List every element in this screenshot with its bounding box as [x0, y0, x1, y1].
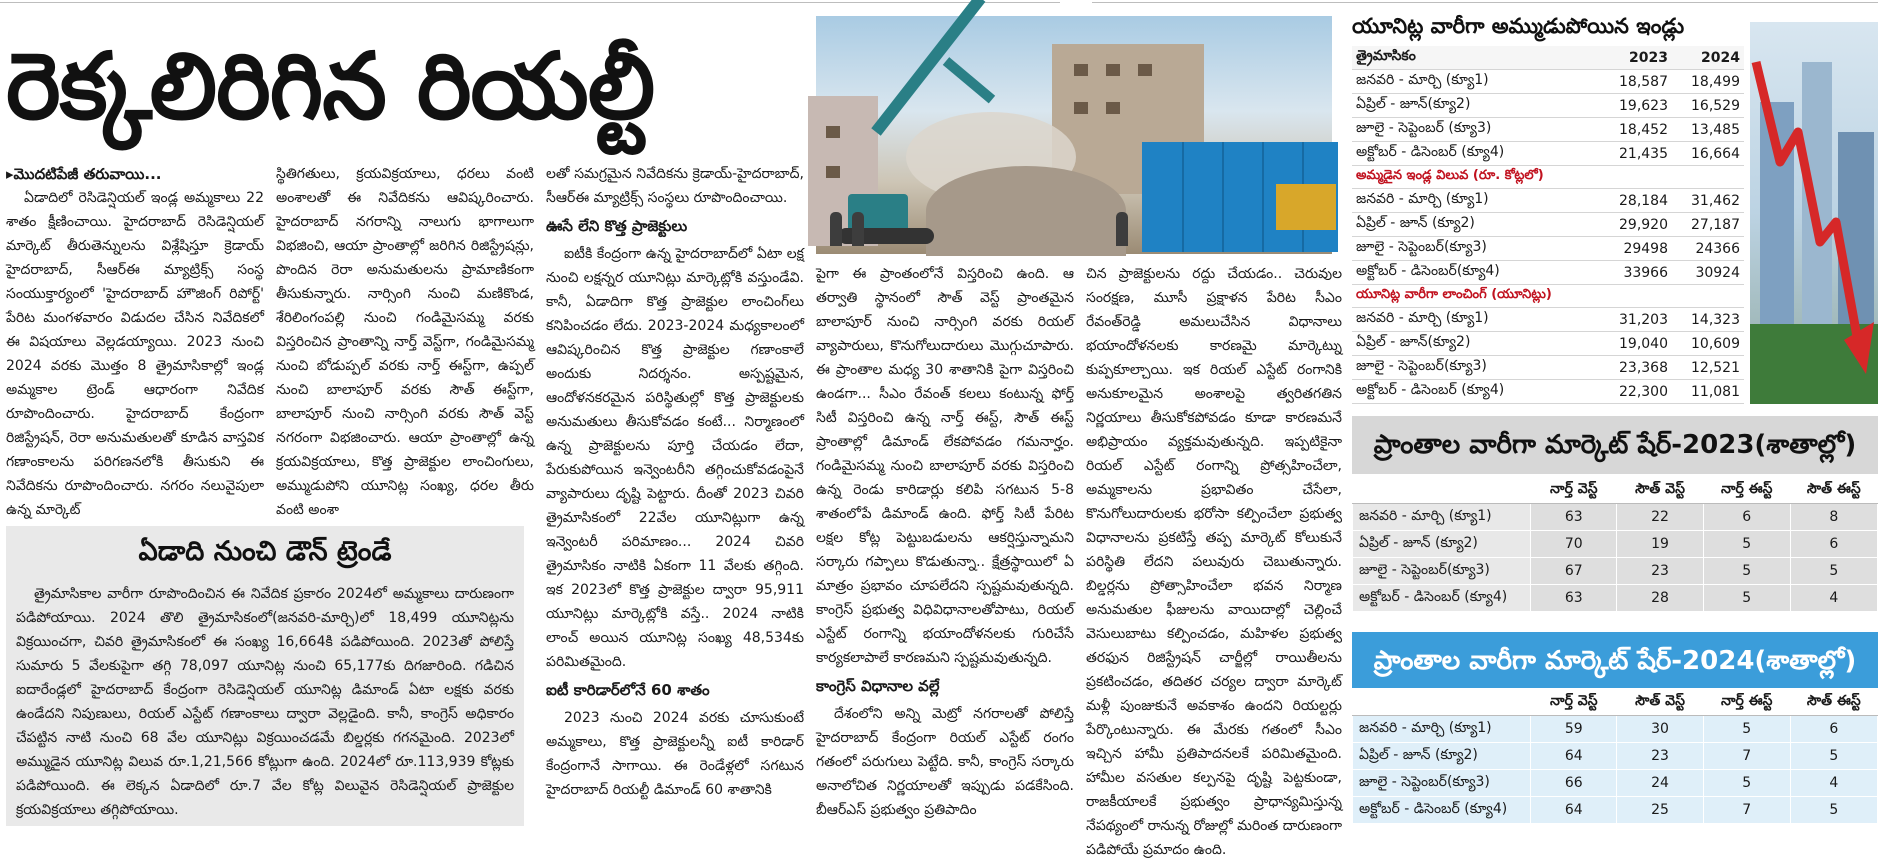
- row-label: అక్టోబర్ - డిసెంబర్ (క్యూ4): [1353, 585, 1531, 612]
- sidebar-box-text: త్రైమాసికాల వారీగా రూపొందించిన ఈ నివేదిక ప్రకారం 2024లో అమ్మకాలు దారుణంగా పడిపోయాయి. 2024 తొలి త్రైమాసికంలో(జనవరి-మార్చి)లో 18,499 యూనిట్లను విక్రయించగా, చివరి త్రైమాసికంలో ఈ సంఖ్య 16,664కి పడిపోయింది. 2023తో పోలిస్తే సుమారు 5 వేలకుపైగా తగ్గి 78,097 యూనిట్ల నుంచి 65,177కు దిగజారింది. గడిచిన ఐదారేండ్లలో హైదరాబాద్ కేంద్రంగా రెసిడెన్షియల్ యూనిట్ల డిమాండ్ ఏటా లక్షకు వరకు ఉండేదని నిపుణులు, రియల్ ఎస్టేట్ గణాంకాలు ద్వారా వెల్లడైంది. కానీ, కాంగ్రెస్ అధికారం చేపట్టిన నాటి నుంచి 68 వేల యూనిట్లు విక్రయించడమే బిల్డర్లకు గగనమైంది. 2023లో అమ్ముడైన యూనిట్ల విలువ రూ.1,21,566 కోట్లుగా ఉంది. 2024లో రూ.113,939 కోట్లకు పడిపోయింది. ఈ లెక్కన ఏడాదిలో రూ.7 వేల కోట్ల విలువైన రెసిడెన్షియల్ ప్రాజెక్టుల క్రయవిక్రయాలు తగ్గిపోయాయి.: [16, 586, 514, 818]
- cell-se: 8: [1790, 504, 1877, 531]
- table-row: [1353, 558, 1878, 585]
- column-3-text-a: లతో సమగ్రమైన నివేదికను క్రెడాయ్-హైదరాబాద్, సీఆర్ఈ మ్యాట్రిక్స్ సంస్థలు రూపొందించాయి.: [546, 166, 804, 206]
- cell-nw: 64: [1531, 743, 1617, 770]
- cell-se: 5: [1790, 797, 1877, 824]
- units-table-header: [1352, 46, 1744, 70]
- row-label: అక్టోబర్ - డిసెంబర్ (క్యూ4): [1353, 797, 1531, 824]
- cell-nw: 70: [1531, 531, 1617, 558]
- article-column-5: [1086, 262, 1342, 858]
- share-2024-header: [1353, 689, 1878, 716]
- cell-sw: 28: [1617, 585, 1703, 612]
- article-column-4: [816, 262, 1074, 834]
- cell-2023: 23,368: [1600, 356, 1672, 380]
- cell-2023: 18,452: [1600, 118, 1672, 142]
- header-north-west: నార్త్ వెస్ట్: [1531, 689, 1617, 716]
- table-row: [1352, 237, 1744, 261]
- cell-se: 4: [1790, 770, 1877, 797]
- subhead-no-new-projects: ఊసే లేని కొత్త ప్రాజెక్టులు: [546, 217, 688, 235]
- cell-2024: 27,187: [1672, 213, 1744, 237]
- sidebar-box-title: ఏడాది నుంచి డౌన్ ట్రెండే: [138, 536, 392, 567]
- cell-2024: 16,529: [1672, 94, 1744, 118]
- share-2023-title: ప్రాంతాల వారీగా మార్కెట్ షేర్-2023(శాతాల్లో): [1352, 416, 1878, 474]
- top-rule: [0, 0, 1878, 6]
- cell-ne: 7: [1703, 743, 1790, 770]
- cell-2023: 31,203: [1600, 308, 1672, 332]
- table-row: [1353, 585, 1878, 612]
- cell-sw: 19: [1617, 531, 1703, 558]
- table-row: [1352, 308, 1744, 332]
- cell-ne: 5: [1703, 531, 1790, 558]
- row-label: జూలై - సెప్టెంబర్(క్యూ3): [1352, 356, 1600, 380]
- row-label: జనవరి - మార్చి (క్యూ1): [1353, 504, 1531, 531]
- table-row: [1352, 94, 1744, 118]
- article-column-2: [276, 162, 534, 522]
- headline: రెక్కలిరిగిన రియల్టీ: [6, 33, 655, 140]
- cell-2023: 28,184: [1600, 189, 1672, 213]
- down-arrow-icon: [1750, 22, 1878, 404]
- column-3-text-c: 2023 నుంచి 2024 వరకు చూసుకుంటే అమ్మకాలు, కొత్త ప్రాజెక్టులన్నీ ఐటీ కారిడార్ కేంద్రంగానే సాగాయి. ఈ రెండేళ్లలో సగటున హైదరాబాద్ రియల్టీ డిమాండ్ 60 శాతానికి: [546, 710, 804, 798]
- row-label: జూలై - సెప్టెంబర్(క్యూ3): [1353, 558, 1531, 585]
- table-row: [1352, 189, 1744, 213]
- row-label: ఏప్రిల్ - జూన్(క్యూ2): [1352, 332, 1600, 356]
- cell-sw: 23: [1617, 743, 1703, 770]
- table-row: [1353, 770, 1878, 797]
- cell-sw: 24: [1617, 770, 1703, 797]
- cell-2024: 14,323: [1672, 308, 1744, 332]
- share-2024-title: ప్రాంతాల వారీగా మార్కెట్ షేర్-2024(శాతాల్లో): [1352, 628, 1878, 690]
- value-heading: అమ్మడైన ఇండ్ల విలువ (రూ. కోట్లలో): [1352, 166, 1744, 189]
- cell-2023: 18,587: [1600, 70, 1672, 94]
- header-south-west: సౌత్ వెస్ట్: [1617, 689, 1703, 716]
- header-north-east: నార్త్ ఈస్ట్: [1703, 689, 1790, 716]
- cell-ne: 5: [1703, 716, 1790, 743]
- cell-2024: 18,499: [1672, 70, 1744, 94]
- row-label: జూలై - సెప్టెంబర్(క్యూ3): [1352, 237, 1600, 261]
- units-table-title: యూనిట్ల వారీగా అమ్ముడుపోయిన ఇండ్లు: [1352, 14, 1685, 38]
- column-4-text-b: దేశంలోని అన్ని మెట్రో నగరాలతో పోలిస్తే హైదరాబాద్ కేంద్రంగా రియల్ ఎస్టేట్ రంగం గతంలో పరుగులు పెట్టేది. కానీ, కాంగ్రెస్ సర్కారు అనాలోచిత నిర్ణయాలతో ఇప్పుడు పడకేసింది. బీఆర్ఎస్ ప్రభుత్వం ప్రతిపాదిం: [816, 706, 1074, 818]
- cell-2024: 11,081: [1672, 380, 1744, 404]
- sidebar-box: [6, 526, 524, 826]
- table-row: [1353, 743, 1878, 770]
- units-table: [1352, 46, 1744, 404]
- row-label: జనవరి - మార్చి (క్యూ1): [1352, 70, 1600, 94]
- column-4-text-a: పైగా ఈ ప్రాంతంలోనే విస్తరించి ఉంది. ఆ తర్వాతి స్థానంలో సౌత్ వెస్ట్ ప్రాంతమైన బాలాపూర్ నుంచి నార్సింగి వరకు రియల్ వ్యాపారులు, కొనుగోలుదారులు మొగ్గుచూపారు. ఈ ప్రాంతాల మధ్య 30 శాతానికి పైగా విస్తరించి ఉండగా... సీఎం రేవంత్ కలలు కంటున్న ఫోర్త్ సిటీ విస్తరించి ఉన్న నార్త్ ఈస్ట్, సౌత్ ఈస్ట్ ప్రాంతాల్లో డిమాండ్ లేకపోవడం గమనార్హం. గండిమైసమ్మ నుంచి బాలాపూర్ వరకు విస్తరించి ఉన్న రెండు కారిడార్లు కలిపి సగటున 5-8 శాతంలోపే డిమాండ్ ఉంది. ఫోర్త్ సిటీ పేరిట లక్షల కోట్ల పెట్టుబడులను ఆకర్షిస్తున్నామని సర్కారు గప్పాలు కొడుతున్నా.. క్షేత్రస్థాయిలో ఏ మాత్రం ప్రభావం చూపలేదని స్పష్టమవుతున్నది. కాంగ్రెస్ ప్రభుత్వ విధివిధానాలతోపాటు, రియల్ ఎస్టేట్ రంగాన్ని భయాందోళనలకు గురిచేసే కార్యకలాపాలే కారణమని స్పష్టమవుతున్నది.: [816, 266, 1074, 666]
- header-blank: [1353, 689, 1531, 716]
- subhead-it-corridor: ఐటీ కారిడార్‌లోనే 60 శాతం: [546, 681, 710, 699]
- sidebar-box-text-wrap: [16, 582, 514, 822]
- row-label: జనవరి - మార్చి (క్యూ1): [1352, 189, 1600, 213]
- header-blank: [1353, 477, 1531, 504]
- cell-ne: 6: [1703, 504, 1790, 531]
- header-south-east: సౌత్ ఈస్ట్: [1790, 477, 1877, 504]
- table-row: [1352, 380, 1744, 404]
- cell-2024: 10,609: [1672, 332, 1744, 356]
- table-row: [1352, 261, 1744, 285]
- cell-nw: 59: [1531, 716, 1617, 743]
- cell-2023: 22,300: [1600, 380, 1672, 404]
- cell-2024: 30924: [1672, 261, 1744, 285]
- kicker: ▸ మొదటిపేజీ తరువాయి...: [6, 162, 264, 186]
- table-row: [1352, 356, 1744, 380]
- article-column-1: [6, 162, 264, 522]
- subhead-congress-policies: కాంగ్రెస్ విధానాల వల్లే: [816, 677, 940, 695]
- table-row: [1353, 716, 1878, 743]
- column-1-text: ఏడాదిలో రెసిడెన్షియల్ ఇండ్ల అమ్మకాలు 22 శాతం క్షీణించాయి. హైదరాబాద్ రెసిడెన్షియల్ మార్కెట్ తీరుతెన్నులను విశ్లేషిస్తూ క్రెడాయ్ హైదరాబాద్, సీఆర్ఈ మ్యాట్రిక్స్ సంస్థ సంయుక్తార్యంలో 'హైదరాబాద్ హౌజింగ్ రిపోర్ట్' పేరిట మంగళవారం విడుదల చేసిన నివేదికలో ఈ విషయాలు వెల్లడయ్యాయి. 2023 నుంచి 2024 వరకు మొత్తం 8 త్రైమాసికాల్లో ఇండ్ల అమ్మకాల ట్రెండ్ ఆధారంగా నివేదిక రూపొందించారు. హైదరాబాద్ కేంద్రంగా రిజిస్ట్రేషన్, రెరా అనుమతులతో కూడిన వాస్తవిక గణాంకాలను పరిగణనలోకి తీసుకుని ఈ నివేదికను రూపొందించారు. నగరం నలువైపులా ఉన్న మార్కెట్: [6, 190, 264, 518]
- table-row: [1352, 213, 1744, 237]
- cell-nw: 64: [1531, 797, 1617, 824]
- cell-nw: 66: [1531, 770, 1617, 797]
- header-2023: 2023: [1600, 46, 1672, 70]
- launch-section-heading: [1352, 285, 1744, 308]
- column-5-text: చిన ప్రాజెక్టులను రద్దు చేయడం.. చెరువుల సంరక్షణ, మూసీ ప్రక్షాళన పేరిట సీఎం రేవంత్‌రెడ్డి అమలుచేసిన విధానాలు భయాందోళనలకు కారణమై మార్కెట్ను కుప్పకూల్చాయి. ఇక రియల్ ఎస్టేట్ రంగానికి అనుకూలమైన అంశాలపై త్వరితగతిన నిర్ణయాలు తీసుకోకపోవడం కూడా కారణమనే అభిప్రాయం వ్యక్తమవుతున్నది. ఇప్పటికైనా రియల్ ఎస్టేట్ రంగాన్ని ప్రోత్సహించేలా, అమ్మకాలను ప్రభావితం చేసేలా, కొనుగోలుదారులకు భరోసా కల్పించేలా ప్రభుత్వ విధానాలను ప్రకటిస్తే తప్ప మార్కెట్ కోలుకునే పరిస్థితి లేదని పలువురు చెబుతున్నారు. బిల్డర్లను ప్రోత్సాహించేలా భవన నిర్మాణ అనుమతుల ఫీజులను వాయిదాల్లో చెల్లించే వెసులుబాటు కల్పించడం, మహిళల ప్రభుత్వ తరఫున రిజిస్ట్రేషన్ చార్జీల్లో రాయితీలను ప్రకటించడం, తదితర చర్యల ద్వారా మార్కెట్ మళ్లీ పుంజుకునే అవకాశం ఉందని రియల్టర్లు పేర్కొంటున్నారు. ఈ మేరకు గతంలో సీఎం ఇచ్చిన హామీ ప్రతిపాదనలకే పరిమితమైంది. హామీల వసతుల కల్పనపై దృష్టి పెట్టకుండా, రాజకీయాలకే ప్రభుత్వం ప్రాధాన్యమిస్తున్న నేపథ్యంలో రానున్న రోజుల్లో మరింత దారుణంగా పడిపోయే ప్రమాదం ఉంది.: [1086, 266, 1342, 858]
- row-label: ఏప్రిల్ - జూన్ (క్యూ2): [1353, 531, 1531, 558]
- header-north-east: నార్త్ ఈస్ట్: [1703, 477, 1790, 504]
- cell-2023: 29498: [1600, 237, 1672, 261]
- cell-sw: 23: [1617, 558, 1703, 585]
- value-section-heading: [1352, 166, 1744, 189]
- share-2024-table: [1352, 688, 1878, 824]
- cell-sw: 30: [1617, 716, 1703, 743]
- cell-se: 4: [1790, 585, 1877, 612]
- demolition-photo: [816, 16, 1332, 254]
- cell-2024: 13,485: [1672, 118, 1744, 142]
- row-label: అక్టోబర్ - డిసెంబర్ (క్యూ4): [1352, 380, 1600, 404]
- column-3-text-b: ఐటీకి కేంద్రంగా ఉన్న హైదరాబాద్‌లో ఏటా లక్ష నుంచి లక్షన్నర యూనిట్లు మార్కెట్లోకి వస్తుండేవి. కానీ, ఏడాదిగా కొత్త ప్రాజెక్టుల లాంచింగ్‌లు కనిపించడం లేదు. 2023-2024 మధ్యకాలంలో ఆవిష్కరించిన కొత్త ప్రాజెక్టుల గణాంకాలే అందుకు నిదర్శనం. అస్పష్టమైన, ఆందోళనకరమైన పరిస్థితుల్లో కొత్త ప్రాజెక్టులకు అనుమతులు తీసుకోవడం కంటే... నిర్మాణంలో ఉన్న ప్రాజెక్టులను పూర్తి చేయడం లేదా, పేరుకుపోయిన ఇన్వెంటరీని తగ్గించుకోవడంపైనే వ్యాపారులు దృష్టి పెట్టారు. దీంతో 2023 చివరి త్రైమాసికంలో 22వేల యూనిట్లుగా ఉన్న ఇన్వెంటరీ పరిమాణం... 2024 చివరి త్రైమాసికం నాటికి ఏకంగా 11 వేలకు తగ్గింది. ఇక 2023లో కొత్త ప్రాజెక్టుల ద్వారా 95,911 యూనిట్లు మార్కెట్లోకి వస్తే.. 2024 నాటికి లాంచ్ అయిన యూనిట్ల సంఖ్య 48,534కు పరిమితమైంది.: [546, 246, 804, 670]
- tower-with-down-arrow-photo: [1750, 22, 1878, 404]
- row-label: ఏప్రిల్ - జూన్(క్యూ2): [1352, 94, 1600, 118]
- cell-2024: 16,664: [1672, 142, 1744, 166]
- share-2023-header: [1353, 477, 1878, 504]
- cell-2024: 24366: [1672, 237, 1744, 261]
- cell-se: 5: [1790, 743, 1877, 770]
- cell-ne: 5: [1703, 585, 1790, 612]
- cell-nw: 63: [1531, 585, 1617, 612]
- cell-sw: 25: [1617, 797, 1703, 824]
- cell-se: 5: [1790, 558, 1877, 585]
- header-quarter: త్రైమాసికం: [1352, 46, 1600, 70]
- share-2023-table: [1352, 476, 1878, 612]
- table-row: [1352, 70, 1744, 94]
- header-south-west: సౌత్ వెస్ట్: [1617, 477, 1703, 504]
- cell-2023: 19,623: [1600, 94, 1672, 118]
- launch-heading: యూనిట్ల వారీగా లాంచింగ్ (యూనిట్లు): [1352, 285, 1744, 308]
- cell-ne: 7: [1703, 797, 1790, 824]
- header-2024: 2024: [1672, 46, 1744, 70]
- cell-2023: 33966: [1600, 261, 1672, 285]
- table-row: [1352, 142, 1744, 166]
- row-label: జూలై - సెప్టెంబర్ (క్యూ3): [1352, 118, 1600, 142]
- cell-2024: 31,462: [1672, 189, 1744, 213]
- table-row: [1352, 118, 1744, 142]
- table-row: [1353, 797, 1878, 824]
- header-north-west: నార్త్ వెస్ట్: [1531, 477, 1617, 504]
- row-label: ఏప్రిల్ - జూన్ (క్యూ2): [1353, 743, 1531, 770]
- row-label: ఏప్రిల్ - జూన్ (క్యూ2): [1352, 213, 1600, 237]
- cell-sw: 22: [1617, 504, 1703, 531]
- cell-se: 6: [1790, 531, 1877, 558]
- header-south-east: సౌత్ ఈస్ట్: [1790, 689, 1877, 716]
- column-2-text: స్థితిగతులు, క్రయవిక్రయాలు, ధరలు వంటి అంశాలతో ఈ నివేదికను ఆవిష్కరించారు. హైదరాబాద్ నగరాన్ని నాలుగు భాగాలుగా విభజించి, ఆయా ప్రాంతాల్లో జరిగిన రిజిస్ట్రేషన్లు, పొందిన రెరా అనుమతులను ప్రామాణికంగా తీసుకున్నారు. నార్సింగి నుంచి మణికొండ, శేరిలింగంపల్లి నుంచి గండిమైసమ్మ వరకు విస్తరించిన ప్రాంతాన్ని నార్త్ వెస్ట్‌గా, గండిమైసమ్మ నుంచి బోడుప్పల్ వరకు నార్త్ ఈస్ట్‌గా, ఉప్పల్ నుంచి బాలాపూర్ వరకు సౌత్ ఈస్ట్‌గా, బాలాపూర్ నుంచి నార్సింగి వరకు సౌత్ వెస్ట్ నగరంగా విభజించారు. ఆయా ప్రాంతాల్లో ఉన్న క్రయవిక్రయాలు, కొత్త ప్రాజెక్టుల లాంచింగులు, అమ్ముడుపోని యూనిట్ల సంఖ్య, ధరల తీరు వంటి అంశా: [276, 166, 534, 518]
- row-label: జనవరి - మార్చి (క్యూ1): [1353, 716, 1531, 743]
- table-row: [1353, 531, 1878, 558]
- article-column-3: [546, 162, 804, 834]
- table-row: [1352, 332, 1744, 356]
- cell-ne: 5: [1703, 770, 1790, 797]
- row-label: అక్టోబర్ - డిసెంబర్ (క్యూ4): [1352, 142, 1600, 166]
- cell-2023: 21,435: [1600, 142, 1672, 166]
- cell-2023: 19,040: [1600, 332, 1672, 356]
- row-label: జనవరి - మార్చి (క్యూ1): [1352, 308, 1600, 332]
- cell-nw: 63: [1531, 504, 1617, 531]
- cell-2024: 12,521: [1672, 356, 1744, 380]
- cell-se: 6: [1790, 716, 1877, 743]
- cell-ne: 5: [1703, 558, 1790, 585]
- row-label: జూలై - సెప్టెంబర్(క్యూ3): [1353, 770, 1531, 797]
- cell-2023: 29,920: [1600, 213, 1672, 237]
- cell-nw: 67: [1531, 558, 1617, 585]
- table-row: [1353, 504, 1878, 531]
- row-label: అక్టోబర్ - డిసెంబర్(క్యూ4): [1352, 261, 1600, 285]
